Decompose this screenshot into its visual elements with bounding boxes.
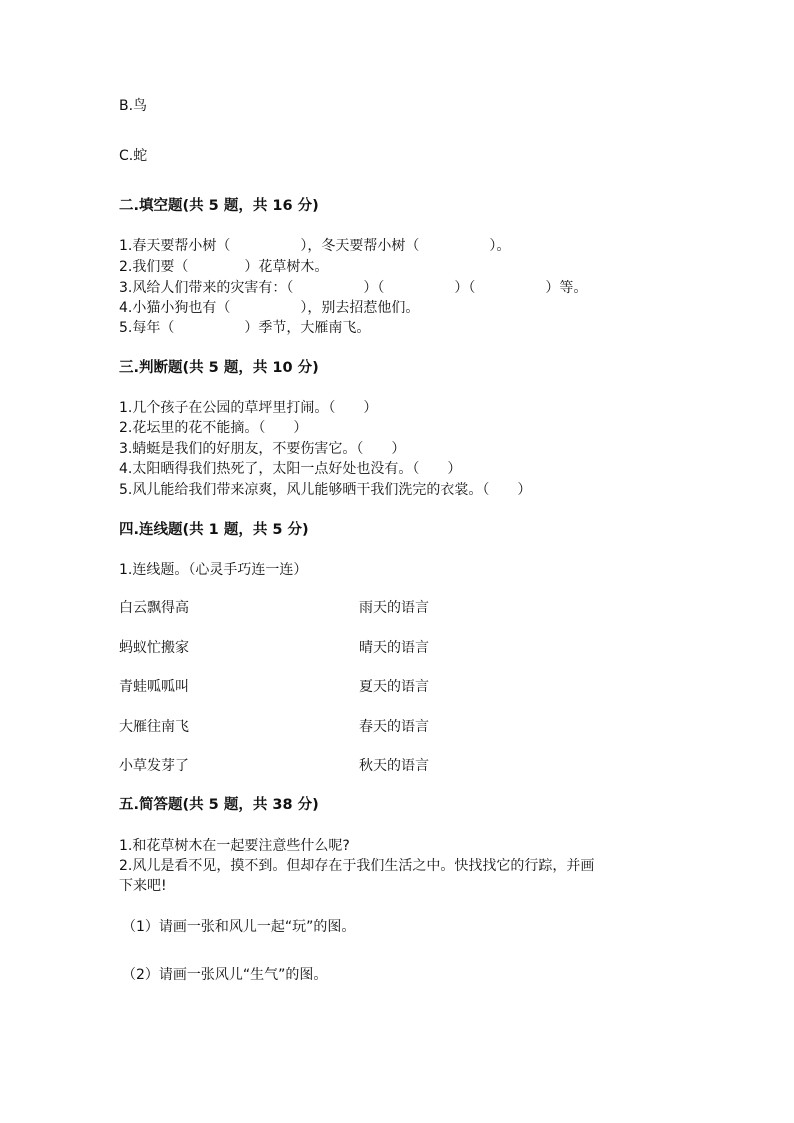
matching-right-item-1: 雨天的语言 <box>359 600 429 616</box>
short-answer-sub2: （2）请画一张风儿“生气”的图。 <box>122 967 328 983</box>
matching-left-item-5: 小草发芽了 <box>119 758 189 774</box>
short-answer-q2-line1: 2.风儿是看不见，摸不到。但却存在于我们生活之中。快找找它的行踪，并画 <box>119 858 595 874</box>
matching-left-item-1: 白云飘得高 <box>119 600 189 616</box>
short-answer-sub1: （1）请画一张和风儿一起“玩”的图。 <box>122 919 356 935</box>
matching-prompt: 1.连线题。（心灵手巧连一连） <box>119 562 308 578</box>
matching-left-item-4: 大雁往南飞 <box>119 719 189 735</box>
short-answer-q1: 1.和花草树木在一起要注意些什么呢? <box>119 838 350 854</box>
matching-right-item-2: 晴天的语言 <box>359 640 429 656</box>
option-b: B.鸟 <box>119 98 148 114</box>
matching-right-item-5: 秋天的语言 <box>359 758 429 774</box>
matching-right-item-3: 夏天的语言 <box>359 679 429 695</box>
section-heading-fill-blank: 二.填空题(共 5 题，共 16 分) <box>119 198 319 214</box>
fill-blank-item-3: 3.风给人们带来的灾害有：（ ）（ ）（ ）等。 <box>119 280 588 296</box>
section-heading-short-answer: 五.简答题(共 5 题，共 38 分) <box>119 797 319 813</box>
fill-blank-item-4: 4.小猫小狗也有（ ），别去招惹他们。 <box>119 300 420 316</box>
true-false-item-3: 3.蜻蜓是我们的好朋友，不要伤害它。（ ） <box>119 441 406 457</box>
short-answer-q2-line2: 下来吧! <box>119 878 167 894</box>
true-false-item-2: 2.花坛里的花不能摘。（ ） <box>119 420 308 436</box>
fill-blank-item-2: 2.我们要（ ）花草树木。 <box>119 259 329 275</box>
true-false-item-1: 1.几个孩子在公园的草坪里打闹。（ ） <box>119 400 378 416</box>
fill-blank-item-5: 5.每年（ ）季节，大雁南飞。 <box>119 320 371 336</box>
section-heading-matching: 四.连线题(共 1 题，共 5 分) <box>119 522 309 538</box>
true-false-item-4: 4.太阳晒得我们热死了，太阳一点好处也没有。（ ） <box>119 461 462 477</box>
matching-left-item-2: 蚂蚁忙搬家 <box>119 640 189 656</box>
option-c: C.蛇 <box>119 148 148 164</box>
section-heading-true-false: 三.判断题(共 5 题，共 10 分) <box>119 360 319 376</box>
fill-blank-item-1: 1.春天要帮小树（ ），冬天要帮小树（ ）。 <box>119 238 511 254</box>
true-false-item-5: 5.风儿能给我们带来凉爽，风儿能够晒干我们洗完的衣裳。（ ） <box>119 482 532 498</box>
matching-right-item-4: 春天的语言 <box>359 719 429 735</box>
matching-left-item-3: 青蛙呱呱叫 <box>119 679 189 695</box>
